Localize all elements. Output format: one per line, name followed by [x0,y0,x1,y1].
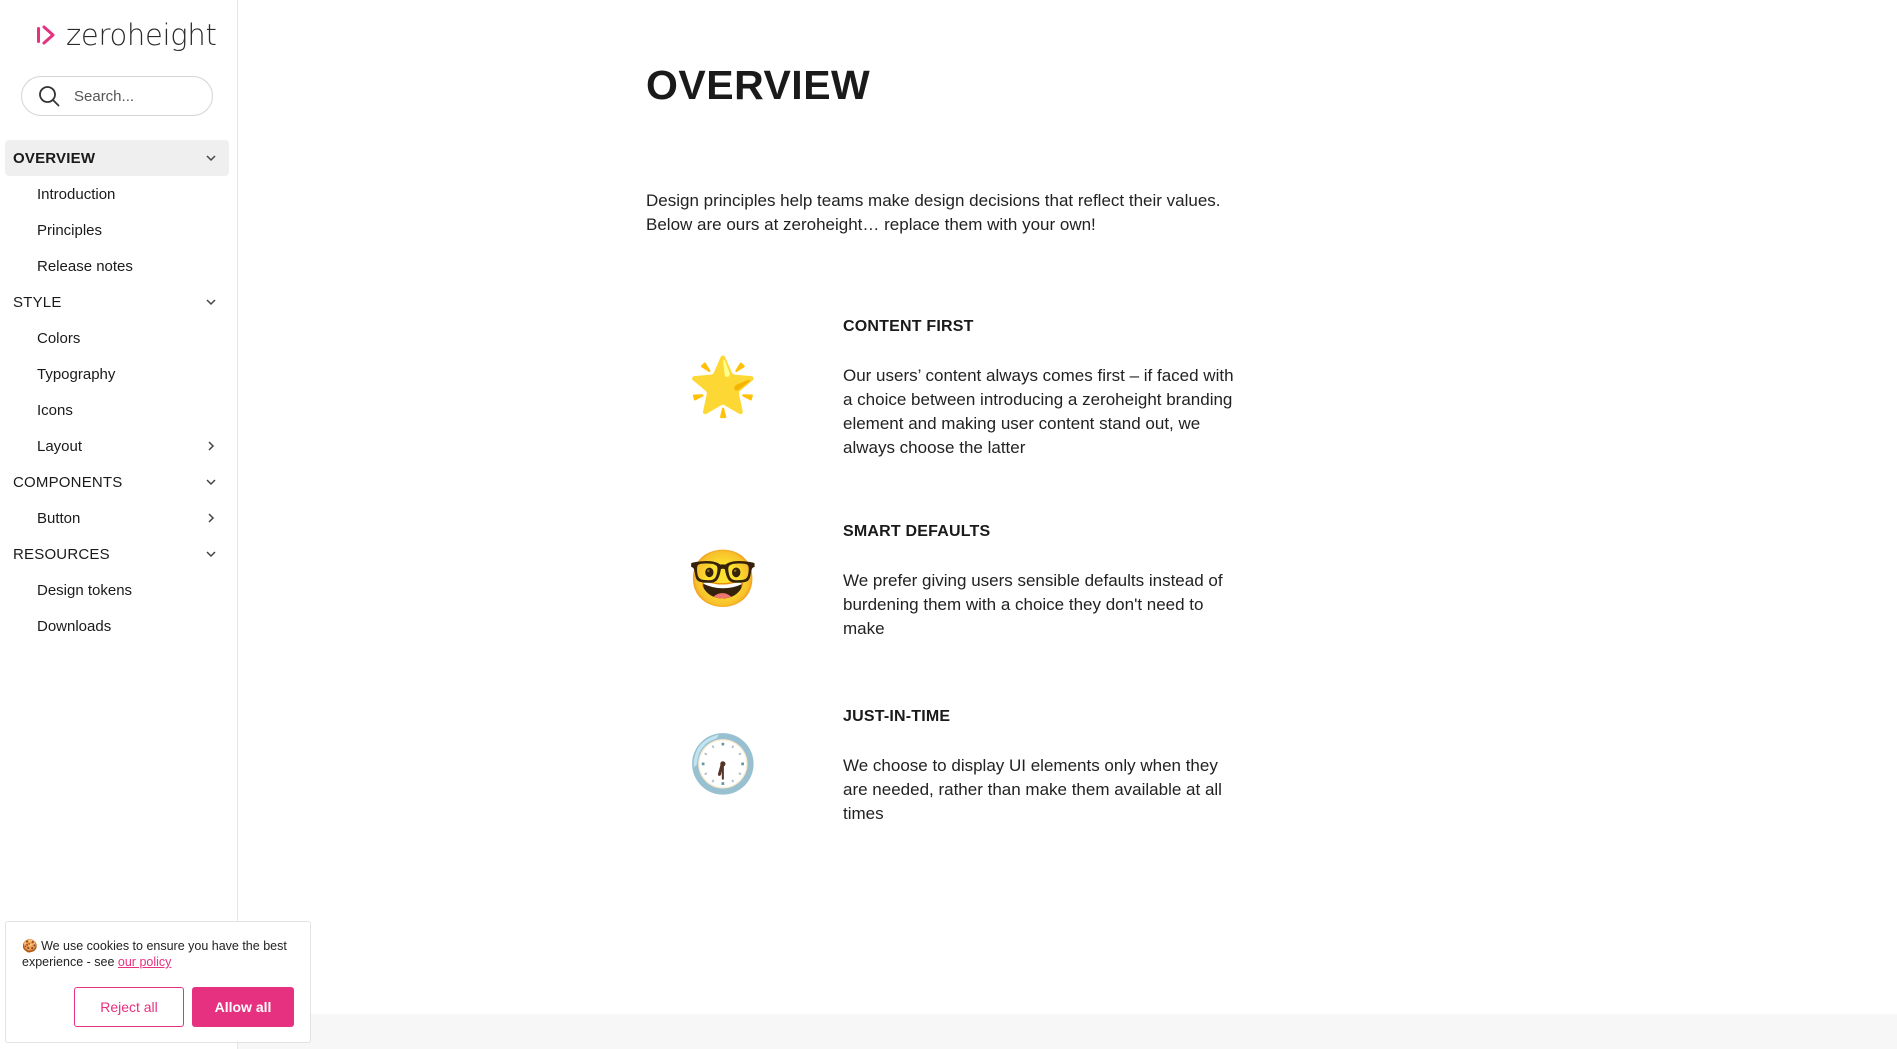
intro-line-2: Below are ours at zeroheight… replace them with your own! [646,215,1096,234]
sidebar-item-layout[interactable] [5,428,229,464]
sidebar-item-label: Layout [37,437,83,455]
principle-content-first [646,318,1266,468]
sidebar-item-label: Colors [37,329,81,347]
sidebar [0,0,238,1049]
sidebar-item-label: Design tokens [37,581,133,599]
glowing-star-icon: 🌟 [688,354,758,417]
sidebar-item-components[interactable] [5,464,229,500]
principle-title: SMART DEFAULTS [843,523,991,540]
sidebar-item-label: Introduction [37,185,116,203]
sidebar-item-typography[interactable] [5,356,229,392]
principle-text: Our users’ content always comes first – if faced with a choice between introducing a zeroheight branding element and making user content stand out, we always choose the latter [843,366,1234,457]
sidebar-item-label: Button [37,509,81,527]
principle-text: We choose to display UI elements only when they are needed, rather than make them available at all times [843,756,1222,823]
sidebar-item-label: STYLE [13,293,62,311]
cookie-policy-link[interactable]: our policy [117,955,172,969]
chevron-down-icon[interactable] [205,548,217,560]
chevron-down-icon[interactable] [205,296,217,308]
sidebar-item-colors[interactable] [5,320,229,356]
logo-text: zeroheight [66,18,217,52]
sidebar-item-label: Typography [37,365,116,383]
principle-just-in-time [646,708,1266,858]
sidebar-item-principles[interactable] [5,212,229,248]
allow-all-button[interactable]: Allow all [192,987,294,1027]
clock-icon: 🕡 [688,732,758,795]
search-box[interactable] [21,76,213,116]
sidebar-item-label: COMPONENTS [13,473,123,491]
cookie-message [22,938,292,970]
sidebar-item-label: Release notes [37,257,133,275]
sidebar-item-label: OVERVIEW [13,149,96,167]
zeroheight-logo-icon [36,23,56,47]
sidebar-item-label: Principles [37,221,103,239]
sidebar-item-downloads[interactable] [5,608,229,644]
intro-text [646,189,1246,237]
intro-line-1: Design principles help teams make design decisions that reflect their values. [646,191,1221,210]
principle-smart-defaults [646,523,1266,673]
sidebar-item-overview[interactable] [5,140,229,176]
principle-title: JUST-IN-TIME [843,708,951,725]
sidebar-item-icons[interactable] [5,392,229,428]
sidebar-item-label: Downloads [37,617,112,635]
sidebar-item-button[interactable] [5,500,229,536]
principle-title: CONTENT FIRST [843,318,974,335]
sidebar-item-resources[interactable] [5,536,229,572]
sidebar-item-introduction[interactable] [5,176,229,212]
cookie-banner [5,921,311,1043]
sidebar-item-label: RESOURCES [13,545,110,563]
footer-strip [238,1014,1897,1049]
logo[interactable] [36,18,217,52]
principle-text: We prefer giving users sensible defaults instead of burdening them with a choice they don't need to make [843,571,1223,638]
nerd-face-icon: 🤓 [688,547,758,610]
page-title: OVERVIEW [646,62,871,108]
cookie-text: We use cookies to ensure you have the best experience - see [22,939,287,969]
search-icon [38,85,60,107]
sidebar-item-label: Icons [37,401,73,419]
chevron-down-icon[interactable] [205,152,217,164]
chevron-right-icon[interactable] [205,440,217,452]
reject-all-button[interactable]: Reject all [74,987,184,1027]
sidebar-nav [5,140,229,644]
sidebar-item-release-notes[interactable] [5,248,229,284]
sidebar-item-design-tokens[interactable] [5,572,229,608]
chevron-right-icon[interactable] [205,512,217,524]
sidebar-item-style[interactable] [5,284,229,320]
chevron-down-icon[interactable] [205,476,217,488]
cookie-icon: 🍪 [22,939,38,953]
search-input[interactable] [72,87,206,106]
